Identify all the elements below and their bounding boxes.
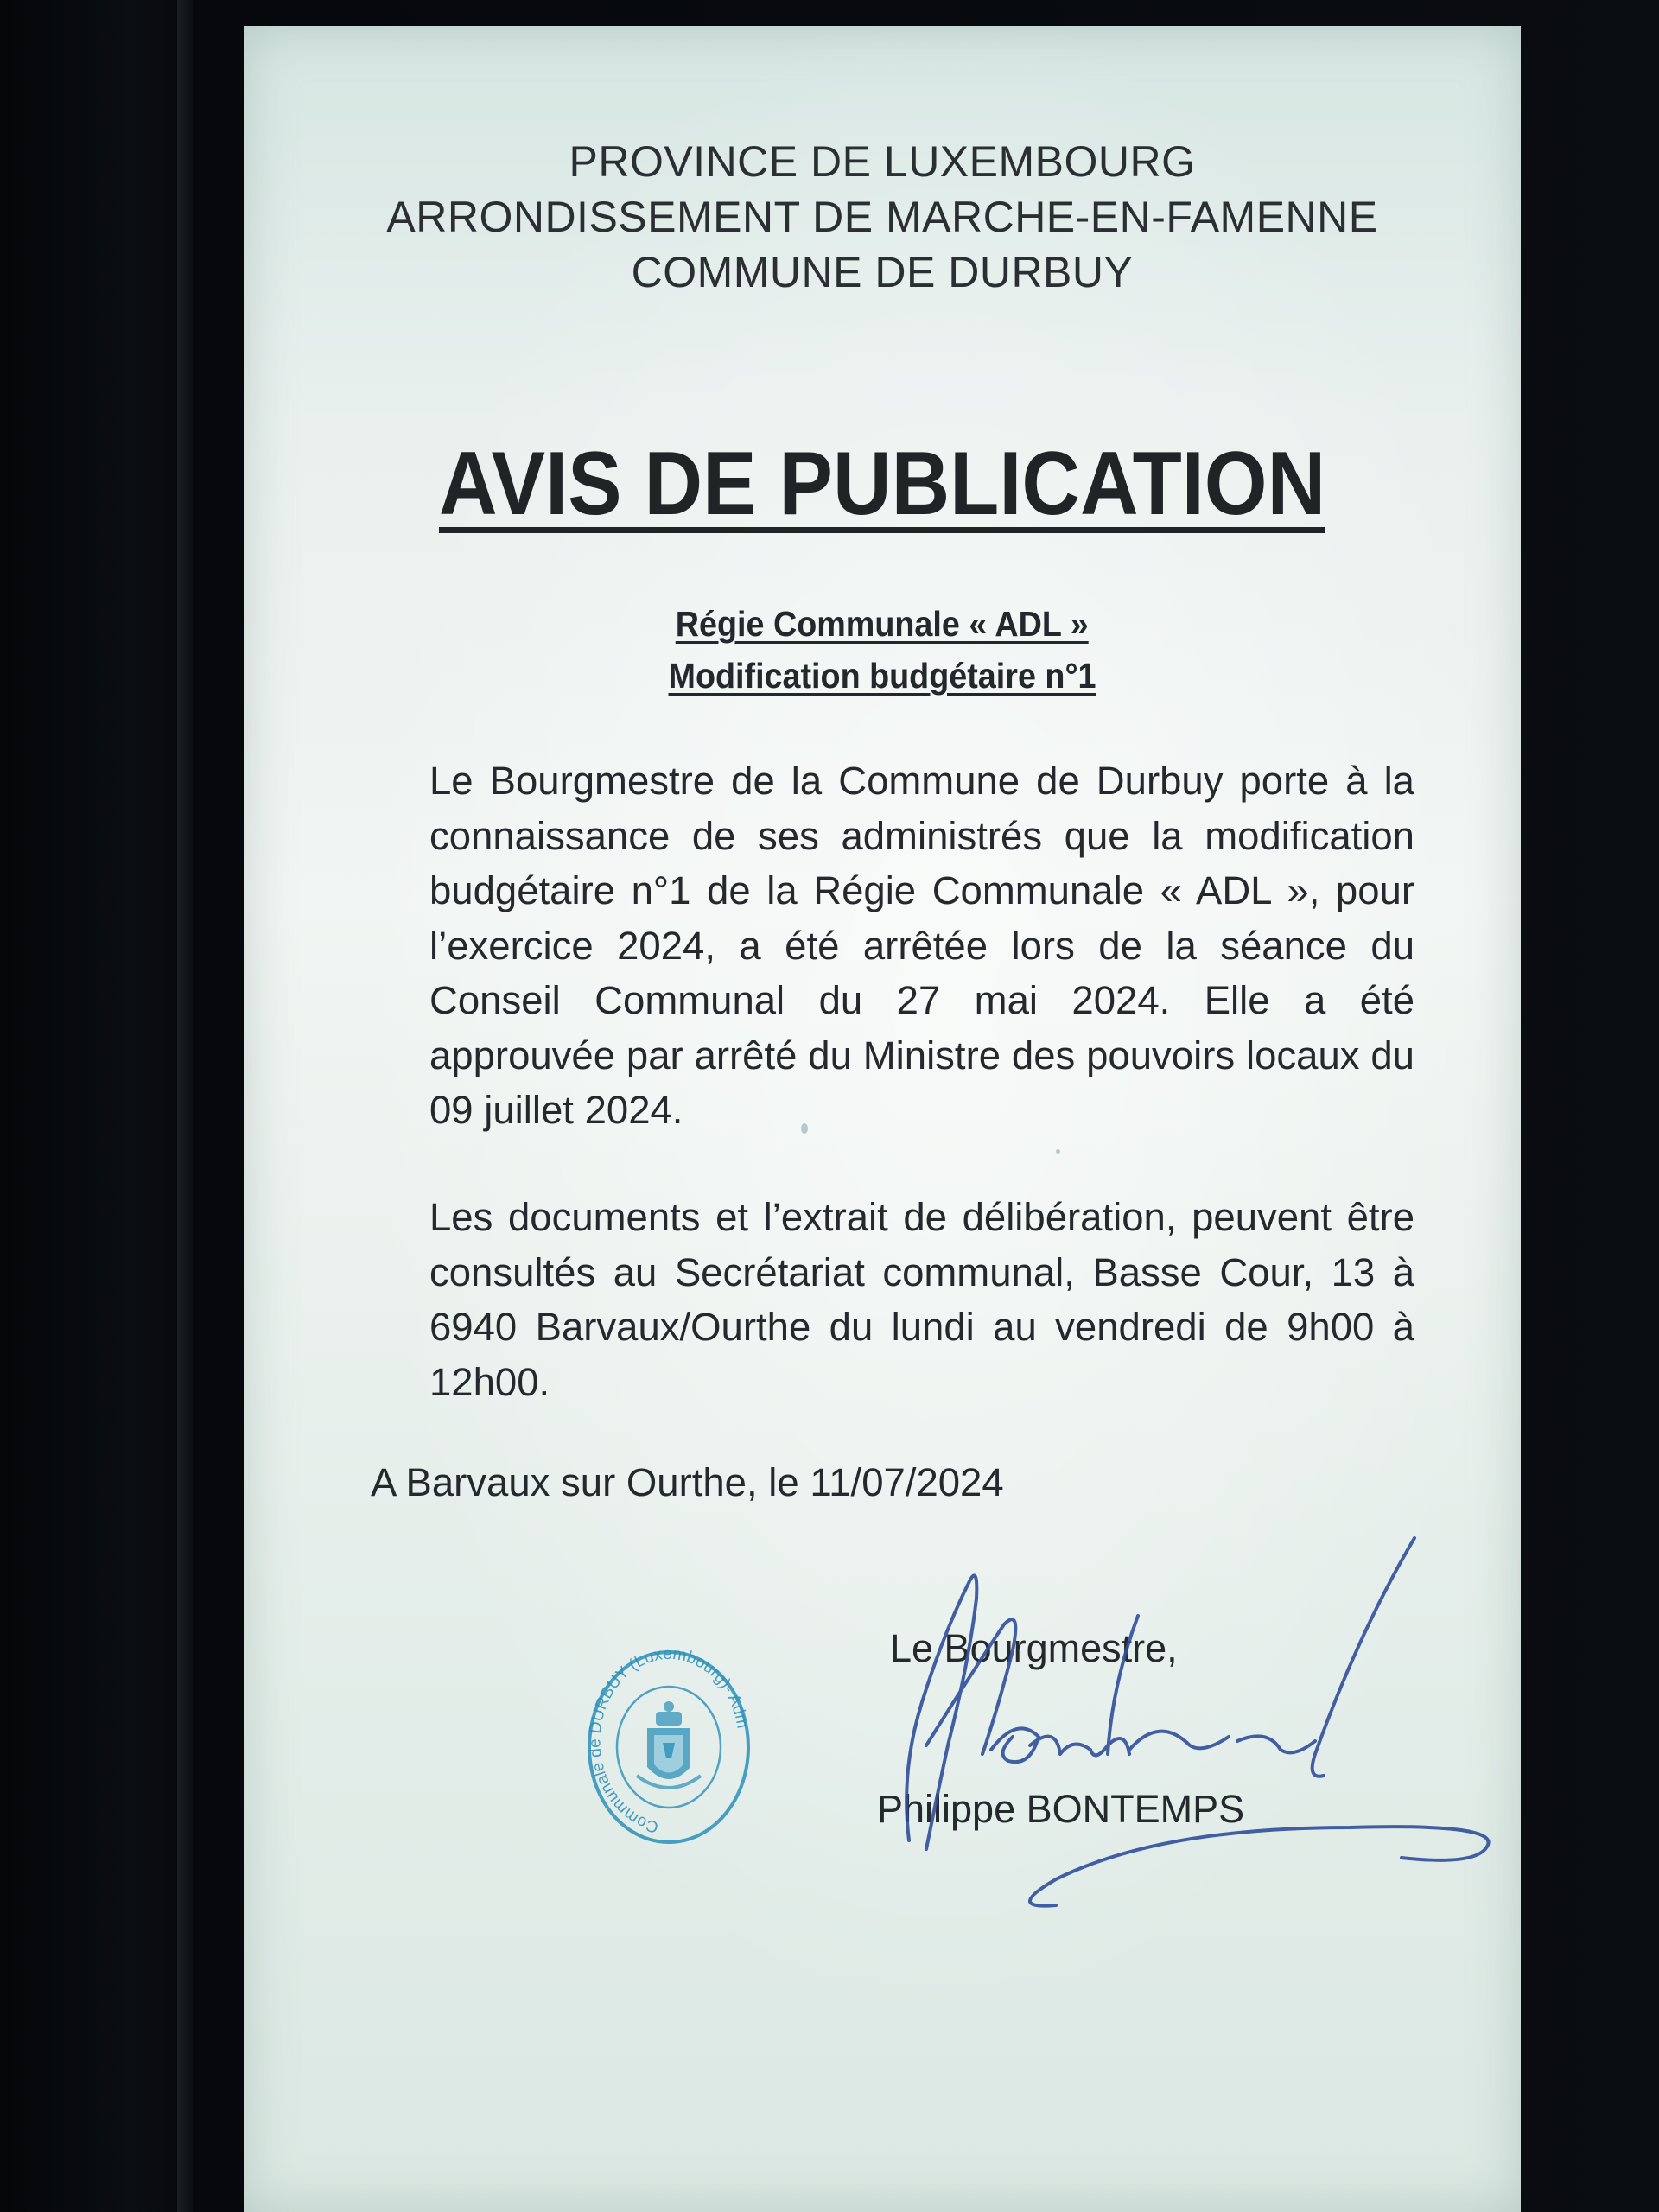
ink-speck: [801, 1123, 808, 1134]
signatory-role: Le Bourgmestre,: [890, 1626, 1178, 1670]
notice-title: AVIS DE PUBLICATION: [438, 434, 1326, 534]
notice-header: [244, 134, 1521, 300]
header-arrondissement: ARRONDISSEMENT DE MARCHE-EN-FAMENNE: [386, 193, 1378, 241]
svg-text:Communale de DURBUY (Luxembour: Communale de DURBUY (Luxembourg)- Adm: [586, 1646, 752, 1836]
signatory-name: Philippe BONTEMPS: [877, 1787, 1245, 1831]
notice-title-wrap: [244, 432, 1521, 536]
notice-subtitle: [244, 598, 1521, 702]
ink-speck: [1056, 1149, 1060, 1154]
handwritten-signature: [797, 1529, 1522, 1910]
subtitle-modification: Modification budgétaire n°1: [668, 656, 1096, 696]
notice-paragraph-1: Le Bourgmestre de la Commune de Durbuy porte à la connaissance de ses administrés que la modification budgétaire n°1 de la Régie Communale « ADL », pour l’exercice 2024, a été arrêtée lors de la séance du Conseil Communal du 27 mai 2024. Elle a été approuvée par arrêté du Ministre des pouvoirs locaux du 09 juillet 2024.: [429, 759, 1414, 1132]
header-province: PROVINCE DE LUXEMBOURG: [569, 137, 1196, 186]
header-commune: COMMUNE DE DURBUY: [631, 248, 1134, 296]
subtitle-regie: Régie Communale « ADL »: [676, 604, 1089, 644]
notice-paragraph-2: Les documents et l’extrait de délibération, peuvent être consultés au Secrétariat communal, Basse Cour, 13 à 6940 Barvaux/Ourthe du lundi au vendredi de 9h00 à 12h00.: [429, 1195, 1414, 1404]
frame-edge: [177, 0, 193, 2212]
place-and-date: A Barvaux sur Ourthe, le 11/07/2024: [371, 1460, 1004, 1504]
notice-poster: [244, 26, 1521, 2212]
municipal-seal-icon: [585, 1646, 753, 1849]
